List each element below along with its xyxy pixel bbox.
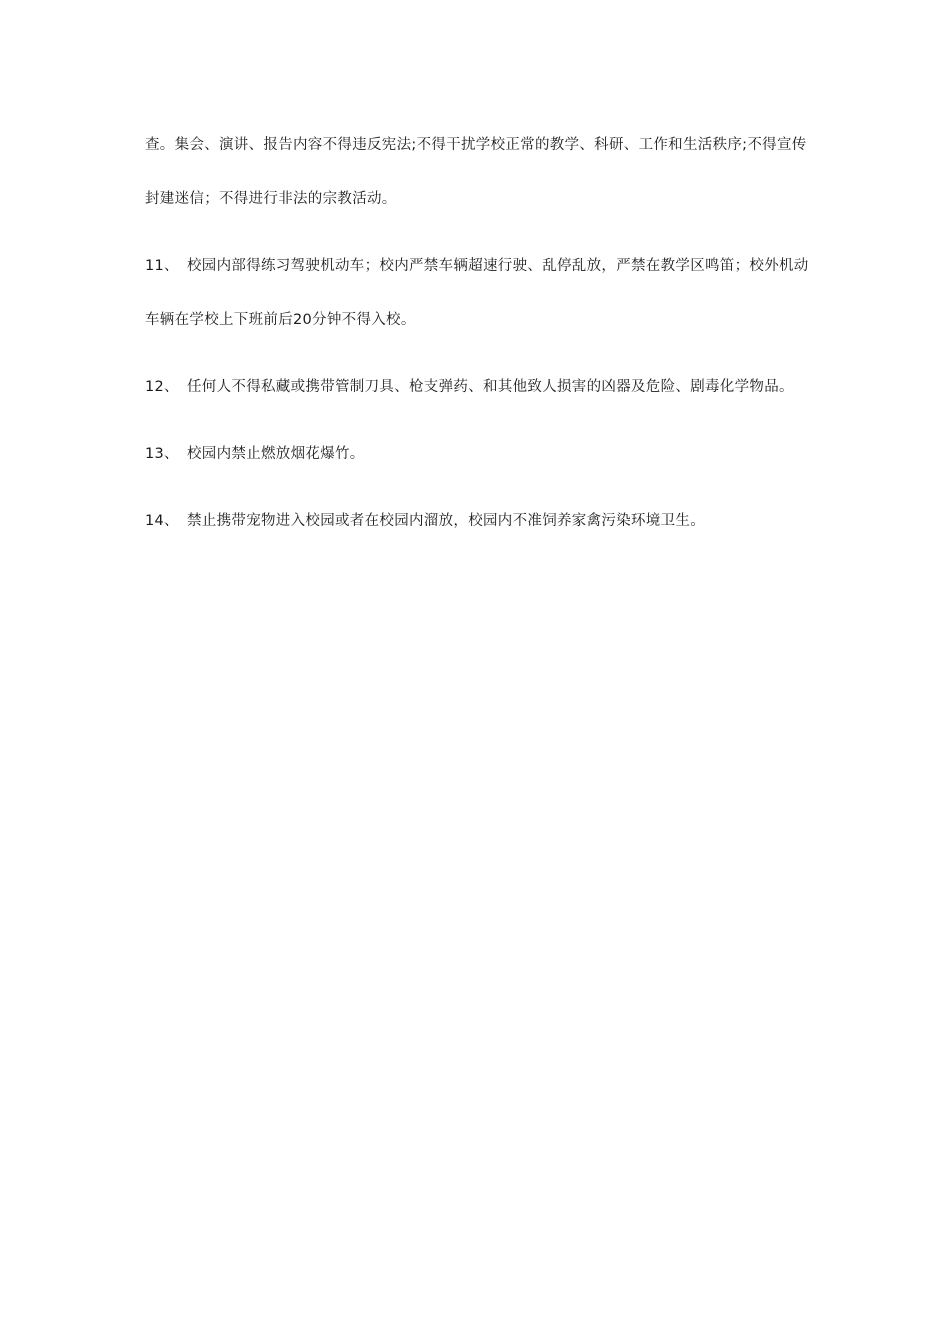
paragraph-item-11 — [145, 239, 815, 347]
document-body — [145, 118, 815, 561]
paragraph-text: 校园内禁止燃放烟花爆竹。 — [187, 446, 365, 462]
paragraph-number: 13、 — [145, 446, 179, 462]
paragraph-number: 14、 — [145, 513, 179, 529]
paragraph-text: 禁止携带宠物进入校园或者在校园内溜放，校园内不准饲养家禽污染环境卫生。 — [187, 513, 705, 529]
paragraph-item-14 — [145, 494, 815, 548]
paragraph-number: 12、 — [145, 379, 179, 395]
paragraph-text: 查。集会、演讲、报告内容不得违反宪法;不得干扰学校正常的教学、科研、工作和生活秩序;不得宣传封建迷信；不得进行非法的宗教活动。 — [145, 137, 807, 207]
paragraph-text: 校园内部得练习驾驶机动车；校内严禁车辆超速行驶、乱停乱放，严禁在教学区鸣笛；校外机动车辆在学校上下班前后20分钟不得入校。 — [145, 258, 809, 328]
paragraph-continuation — [145, 118, 815, 226]
paragraph-number: 11、 — [145, 258, 179, 274]
paragraph-text: 任何人不得私藏或携带管制刀具、枪支弹药、和其他致人损害的凶器及危险、剧毒化学物品。 — [187, 379, 794, 395]
paragraph-item-13 — [145, 427, 815, 481]
paragraph-item-12 — [145, 360, 815, 414]
